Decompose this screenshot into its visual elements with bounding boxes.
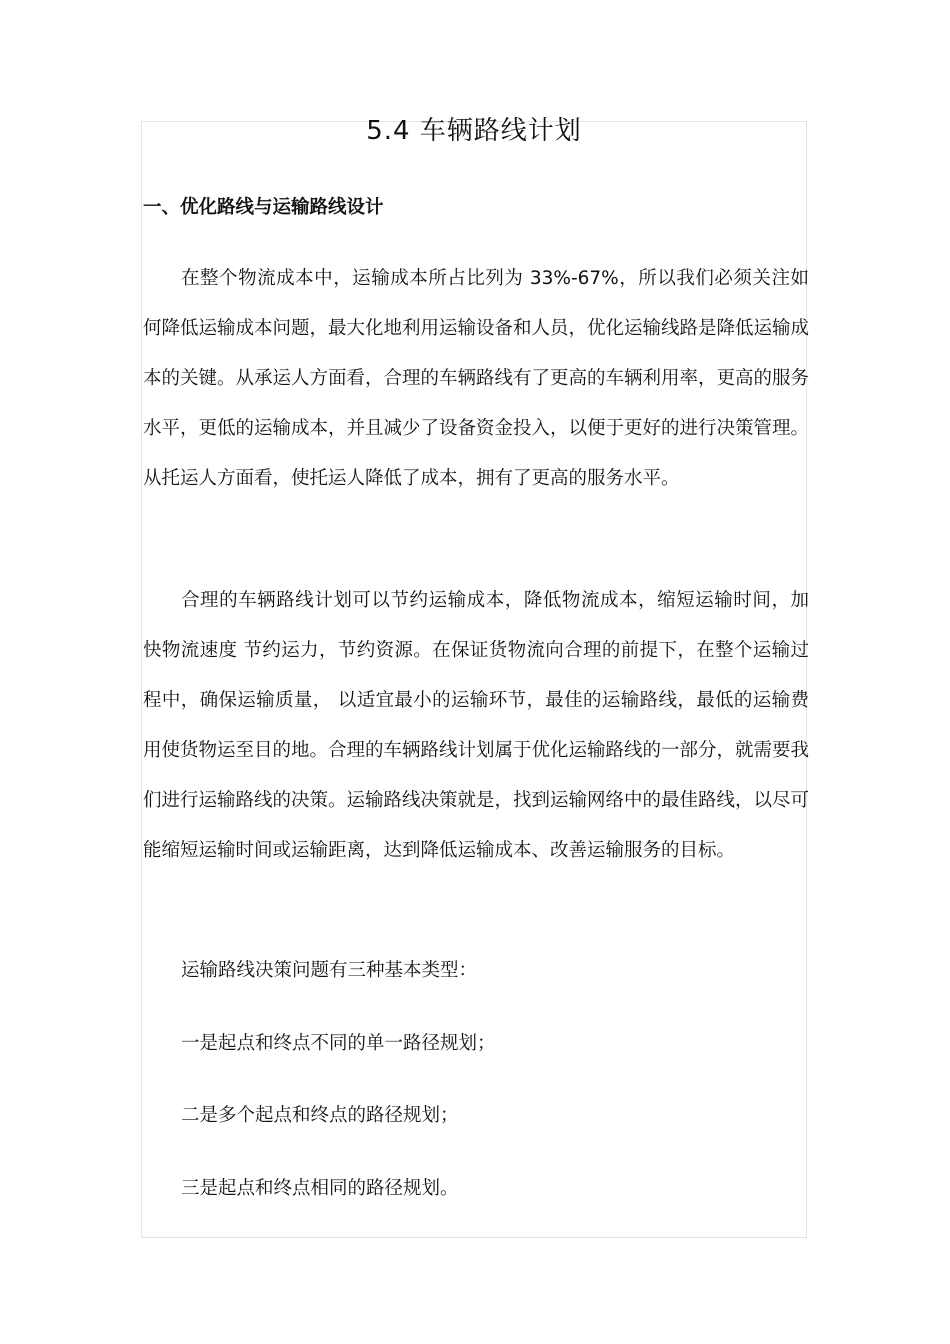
list-item: 一是起点和终点不同的单一路径规划； [181,1033,496,1054]
paragraph-transport-cost: 在整个物流成本中，运输成本所占比列为 33%-67%，所以我们必须关注如何降低运输成本问题，最大化地利用运输设备和人员，优化运输线路是降低运输成本的关键。从承运人方面看，合理的车辆路线有了更高的车辆利用率，更高的服务水平，更低的运输成本，并且减少了设备资金投入，以便于更好的进行决策管理。从托运人方面看，使托运人降低了成本，拥有了更高的服务水平。 [143,268,810,489]
list-intro: 运输路线决策问题有三种基本类型： [181,960,478,981]
page-title: 5.4 车辆路线计划 [366,116,582,146]
section-heading: 一、优化路线与运输路线设计 [143,197,384,218]
list-item: 二是多个起点和终点的路径规划； [181,1105,459,1126]
paragraph-route-planning: 合理的车辆路线计划可以节约运输成本，降低物流成本，缩短运输时间，加快物流速度 节约运力，节约资源。在保证货物流向合理的前提下，在整个运输过程中，确保运输质量， 以适宜最小的运输环节，最佳的运输路线，最低的运输费用使货物运至目的地。合理的车辆路线计划属于优化运输路线的一部分，就需要我们进行运输路线的决策。运输路线决策就是，找到运输网络中的最佳路线，以尽可能缩短运输时间或运输距离，达到降低运输成本、改善运输服务的目标。 [143,590,810,861]
list-item: 三是起点和终点相同的路径规划。 [181,1178,459,1199]
